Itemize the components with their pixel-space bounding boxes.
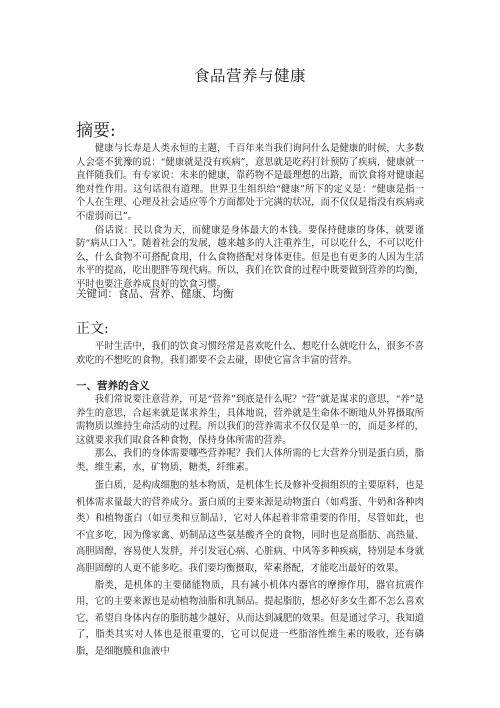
section-paragraph: 那么，我们的身体需要哪些营养呢？我们人体所需的七大营养分别是蛋白质，脂类，维生素，水，矿物质，糖类，纤维素。 xyxy=(76,448,424,473)
abstract-paragraph: 俗话说：民以食为天，而健康是身体最大的本钱。要保持健康的身体，就要谨防“病从口入”。随着社会的发展，越来越多的人注重养生，可以吃什么，不可以吃什么，什么食物不可搭配食用，什么食物搭配对身体更佳。但是也有更多的人因为生活水平的提高，吃出肥胖等现代病。所以，我们在饮食的过程中既要做到营养的均衡，平时也要注意养成良好的饮食习惯。 xyxy=(76,224,424,290)
section-body-continued xyxy=(76,478,424,661)
abstract-body xyxy=(76,142,424,292)
section-paragraph: 我们常说要注意营养，可是“营养”到底是什么呢？“营”就是谋求的意思，“养”是养生的意思，合起来就是谋求养生，具体地说，营养就是生命体不断地从外界摄取所需物质以维持生命活动的过程。所以我们的营养需求不仅仅是单一的，而是多样的，这就要求我们取食各种食物，保持身体所需的营养。 xyxy=(76,394,424,446)
section-paragraph: 脂类，是机体的主要储能物质，具有减小机体内器官的摩擦作用，器官抗震作用，它的主要来源也是动植物油脂和乳制品。提起脂肪，想必好多女生都不怎么喜欢它，希望自身体内存的脂肪越少越好，从而达到减肥的效果。但是通过学习，我知道了，脂类其实对人体也是很重要的，它可以促进一些脂溶性维生素的吸收，还有磷脂，是细胞膜和血液中 xyxy=(76,579,424,657)
section-body xyxy=(76,393,424,475)
section-heading: 一、营养的含义 xyxy=(76,380,150,392)
abstract-paragraph: 健康与长寿是人类永恒的主题，千百年来当我们询问什么是健康的时候，大多数人会毫不犹豫的说：“健康就是没有疾病”，意思就是吃药打针预防了疾病，健康就一直伴随我们。有专家说：未来的健康，靠药物不是最理想的出路，而饮食将对健康起绝对性作用。这句话很有道理。世界卫生组织给“健康”所下的定义是：“健康是指一个人在生理、心理及社会适应等个方面都处于完满的状况，而不仅仅是指没有疾病或不虚弱而已”。 xyxy=(76,143,424,222)
document-title: 食品营养与健康 xyxy=(193,67,306,85)
abstract-heading: 摘要: xyxy=(76,121,116,141)
intro-paragraph: 平时生活中，我们的饮食习惯经常是喜欢吃什么、想吃什么就吃什么，很多不喜欢吃的不想吃的食物，我们都要不会去碰，即使它富含丰富的营养。 xyxy=(76,341,424,366)
keywords-line: 关键词：食品、营养、健康、均衡 xyxy=(76,288,234,300)
body-heading: 正文: xyxy=(76,321,109,337)
intro-section xyxy=(76,340,424,368)
section-paragraph: 蛋白质，是构成细胞的基本物质，是机体生长及修补受损组织的主要原料，也是机体需求量最大的营养成分。蛋白质的主要来源是动物蛋白（如鸡蛋、牛奶和各种肉类）和植物蛋白（如豆类和豆制品），它对人体起着非常重要的作用，尽管如此，也不宜多吃，因为像家禽、奶制品这些氨基酸齐全的食物，同时也是高脂肪、高热量、高胆固醇，容易使人发胖，并引发冠心病、心脏病、中风等多种疾病，特别是本身就高胆固醇的人更不能多吃。我们要均衡摄取，荤素搭配，才能吃出最好的效果。 xyxy=(76,480,424,574)
